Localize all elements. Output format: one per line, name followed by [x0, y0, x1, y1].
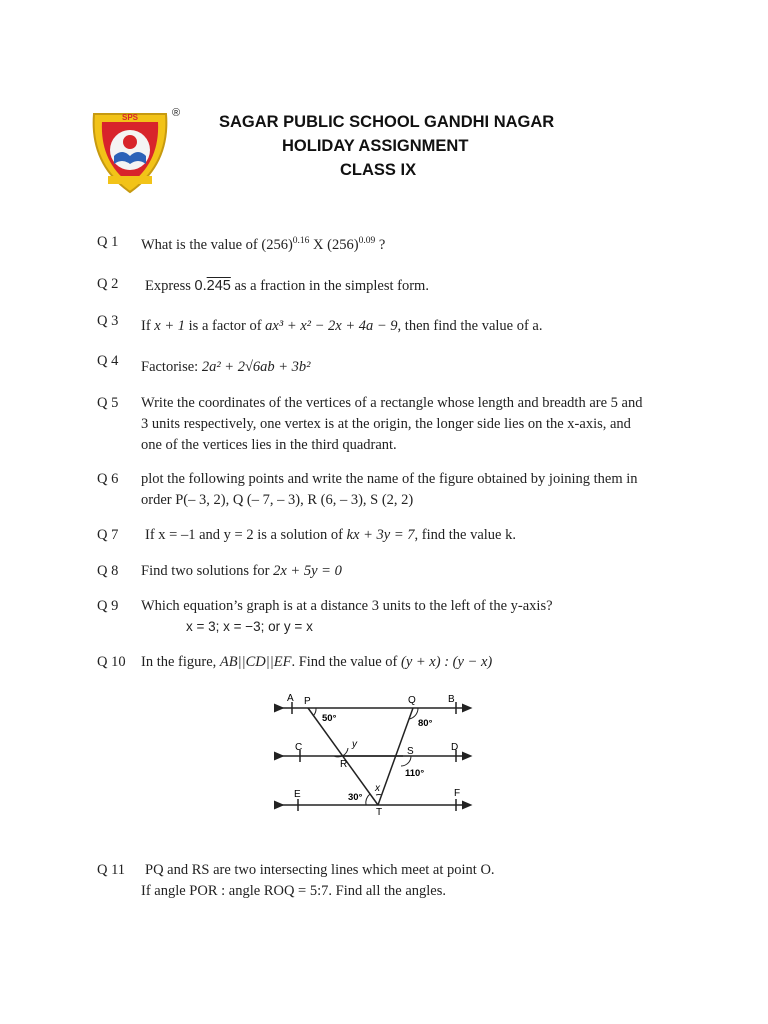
question-text: If x + 1 is a factor of ax³ + x² − 2x + 4a − 9, then find the value of a.: [141, 318, 543, 334]
question-number: Q 11: [97, 862, 126, 878]
svg-text:y: y: [352, 739, 357, 750]
question-options: x = 3; x = −3; or y = x: [186, 619, 313, 634]
svg-text:E: E: [294, 789, 301, 800]
svg-text:T: T: [376, 807, 383, 818]
svg-text:P: P: [304, 696, 311, 707]
svg-text:®: ®: [171, 107, 181, 119]
question-number: Q 6: [97, 471, 119, 487]
question-number: Q 5: [97, 395, 119, 411]
svg-text:110°: 110°: [405, 768, 425, 779]
question-number: Q 10: [97, 654, 126, 670]
svg-text:S: S: [407, 746, 414, 757]
svg-text:F: F: [454, 788, 461, 799]
assignment-title: HOLIDAY ASSIGNMENT: [282, 137, 469, 155]
school-logo: [88, 104, 184, 198]
svg-text:R: R: [340, 759, 348, 770]
svg-text:50°: 50°: [322, 713, 337, 724]
question-number: Q 3: [97, 313, 119, 329]
question-number: Q 1: [97, 234, 119, 250]
question-number: Q 2: [97, 276, 119, 292]
question-number: Q 4: [97, 353, 119, 369]
svg-text:Q: Q: [408, 695, 416, 706]
question-text: Factorise: 2a² + 2√6ab + 3b²: [141, 359, 311, 375]
question-text: If x = –1 and y = 2 is a solution of kx + 3y = 7, find the value k.: [145, 527, 516, 543]
question-number: Q 8: [97, 563, 119, 579]
svg-text:C: C: [295, 742, 303, 753]
svg-text:80°: 80°: [418, 718, 433, 729]
question-number: Q 9: [97, 598, 119, 614]
question-text: Express 0.245 as a fraction in the simplest form.: [145, 278, 429, 294]
question-text: PQ and RS are two intersecting lines which meet at point O.: [145, 862, 495, 878]
school-name: SAGAR PUBLIC SCHOOL GANDHI NAGAR: [219, 113, 555, 131]
question-text: Write the coordinates of the vertices of a rectangle whose length and breadth are 5 and 3 units respectively, one vertex is at the origin, the longer side lies on the x-axis, and one of the vertices lies in the third quadrant.: [141, 395, 643, 453]
question-text: plot the following points and write the name of the figure obtained by joining them in order P(– 3, 2), Q (– 7, – 3), R (6, – 3), S (2, 2): [141, 471, 638, 508]
parallel-lines-figure: [270, 688, 500, 823]
question-text: What is the value of $(256)^{0.16}$ X $(256)^{0.09}$ ?: [141, 236, 386, 253]
question-text: Which equation’s graph is at a distance 3 units to the left of the y-axis?: [141, 598, 553, 614]
question-text: Find two solutions for 2x + 5y = 0: [141, 563, 342, 579]
svg-text:A: A: [287, 693, 294, 704]
question-number: Q 7: [97, 527, 119, 543]
question-text: If angle POR : angle ROQ = 5:7. Find all the angles.: [141, 883, 446, 899]
svg-text:x: x: [375, 783, 380, 794]
svg-text:SPS: SPS: [121, 113, 139, 122]
class-title: CLASS IX: [340, 161, 417, 179]
question-text: In the figure, AB||CD||EF. Find the value of (y + x) : (y − x): [141, 654, 493, 670]
svg-text:30°: 30°: [348, 792, 363, 803]
svg-text:B: B: [448, 694, 455, 705]
svg-text:D: D: [451, 742, 459, 753]
